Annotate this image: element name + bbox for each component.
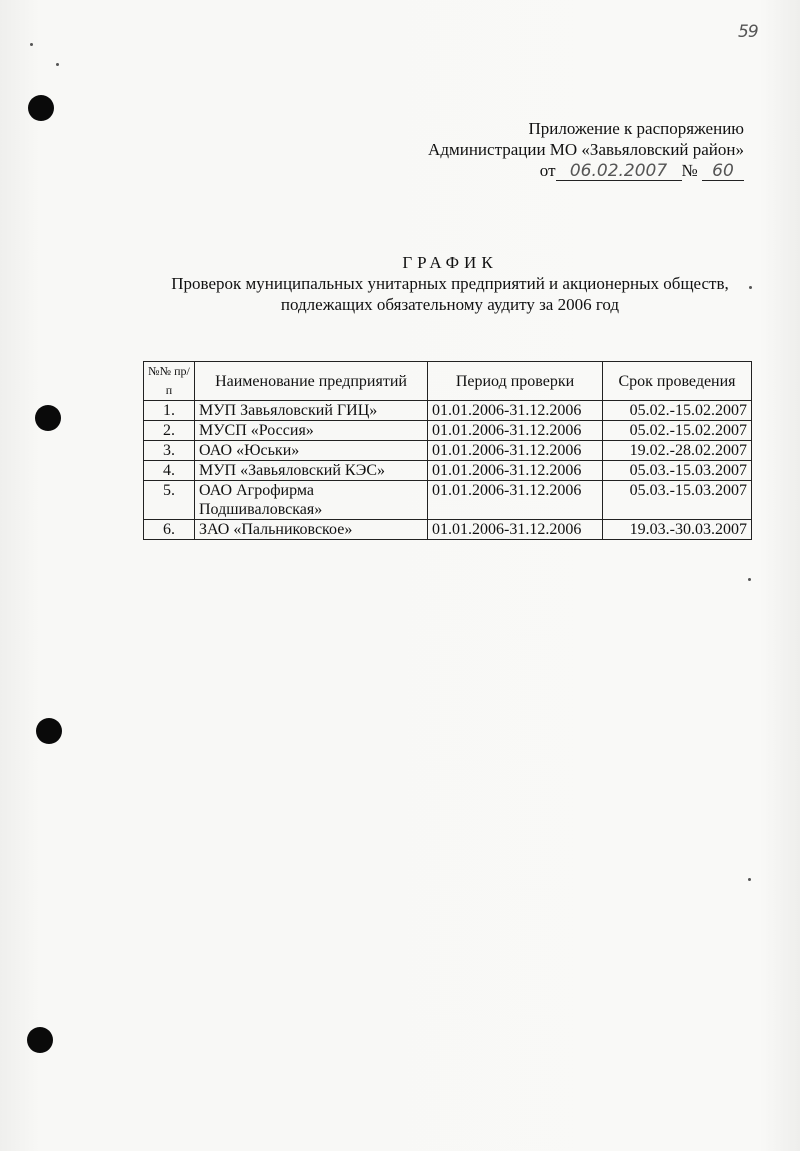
- scan-speck: [30, 43, 33, 46]
- date-prefix: от: [539, 161, 556, 180]
- punch-hole: [27, 1027, 53, 1053]
- row-deadline: 19.02.-28.02.2007: [603, 441, 752, 461]
- scan-speck: [748, 578, 751, 581]
- page-number: 59: [738, 22, 758, 42]
- header-deadline: Срок проведения: [603, 362, 752, 401]
- row-num: 6.: [144, 520, 195, 540]
- table-row: [144, 461, 752, 481]
- appendix-date-line: [428, 160, 744, 181]
- row-period: 01.01.2006-31.12.2006: [428, 481, 603, 520]
- number-field: [702, 162, 744, 181]
- row-period: 01.01.2006-31.12.2006: [428, 461, 603, 481]
- audit-schedule-table: [143, 361, 752, 540]
- row-name: МУП «Завьяловский КЭС»: [195, 461, 428, 481]
- row-deadline: 05.03.-15.03.2007: [603, 481, 752, 520]
- appendix-header: [428, 118, 744, 181]
- table-row: [144, 441, 752, 461]
- punch-hole: [36, 718, 62, 744]
- table-row: [144, 520, 752, 540]
- scan-speck: [56, 63, 59, 66]
- table-row: [144, 421, 752, 441]
- header-period: Период проверки: [428, 362, 603, 401]
- table-row: [144, 401, 752, 421]
- number-prefix: №: [681, 161, 698, 180]
- row-name: ОАО «Юськи»: [195, 441, 428, 461]
- scan-speck: [748, 878, 751, 881]
- header-num: №№ пр/п: [144, 362, 195, 401]
- row-deadline: 05.03.-15.03.2007: [603, 461, 752, 481]
- row-deadline: 05.02.-15.02.2007: [603, 421, 752, 441]
- punch-hole: [28, 95, 54, 121]
- table-row: [144, 481, 752, 520]
- punch-hole: [35, 405, 61, 431]
- row-period: 01.01.2006-31.12.2006: [428, 441, 603, 461]
- row-num: 4.: [144, 461, 195, 481]
- title-line-2: подлежащих обязательному аудиту за 2006 год: [280, 295, 620, 314]
- handwritten-number: 60: [712, 161, 734, 181]
- appendix-line-1: Приложение к распоряжению: [528, 119, 744, 138]
- row-deadline: 05.02.-15.02.2007: [603, 401, 752, 421]
- document-title: [150, 252, 750, 315]
- row-period: 01.01.2006-31.12.2006: [428, 520, 603, 540]
- row-num: 1.: [144, 401, 195, 421]
- row-name: ЗАО «Пальниковское»: [195, 520, 428, 540]
- header-name: Наименование предприятий: [195, 362, 428, 401]
- date-field: [556, 162, 682, 181]
- table-header-row: [144, 362, 752, 401]
- row-period: 01.01.2006-31.12.2006: [428, 401, 603, 421]
- handwritten-date: 06.02.2007: [569, 161, 668, 181]
- title-line-1: Проверок муниципальных унитарных предприятий и акционерных обществ,: [171, 274, 729, 293]
- row-period: 01.01.2006-31.12.2006: [428, 421, 603, 441]
- row-num: 5.: [144, 481, 195, 520]
- row-num: 3.: [144, 441, 195, 461]
- appendix-line-2: Администрации МО «Завьяловский район»: [428, 140, 744, 159]
- row-name: ОАО Агрофирма Подшиваловская»: [195, 481, 428, 520]
- row-name: МУП Завьяловский ГИЦ»: [195, 401, 428, 421]
- title-main: ГРАФИК: [402, 253, 498, 272]
- row-num: 2.: [144, 421, 195, 441]
- row-name: МУСП «Россия»: [195, 421, 428, 441]
- row-deadline: 19.03.-30.03.2007: [603, 520, 752, 540]
